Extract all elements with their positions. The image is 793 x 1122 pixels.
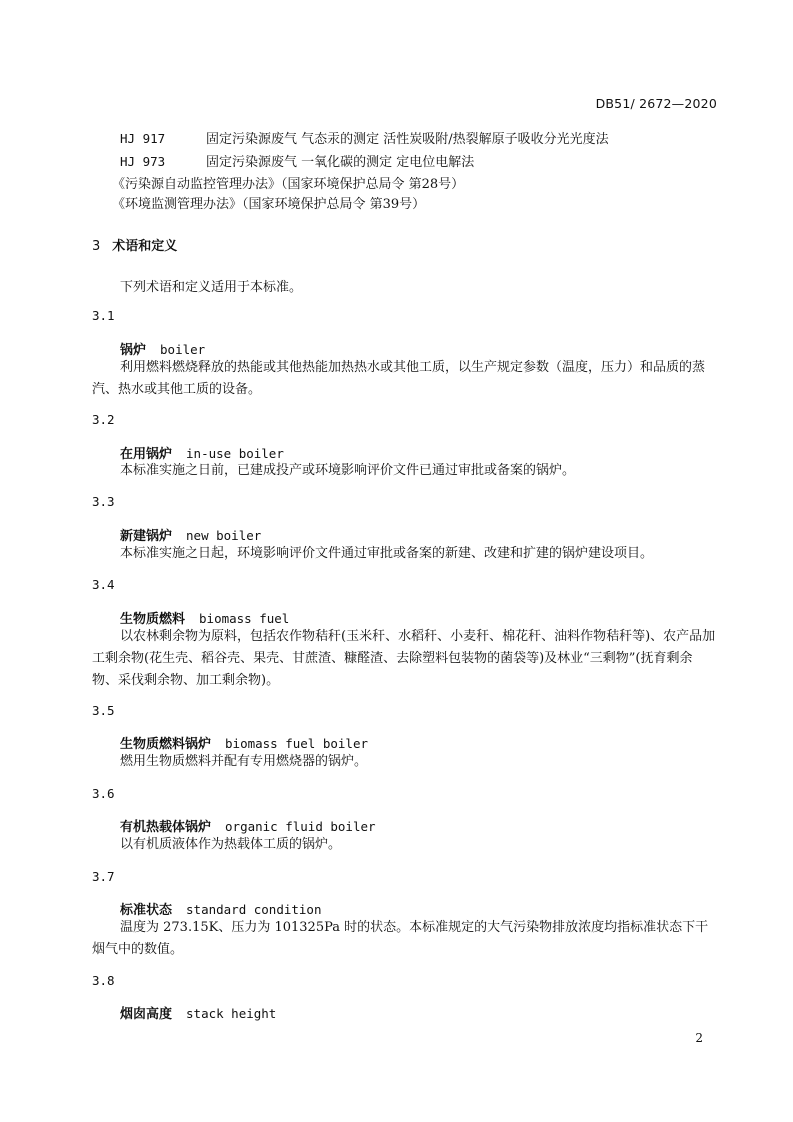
reference-title: 《环境监测管理办法》（国家环境保护总局令 第39号） xyxy=(112,197,426,212)
term-definition: 以农林剩余物为原料，包括农作物秸秆(玉米秆、水稻秆、小麦秆、棉花秆、油料作物秸秆等)、农产品加工剩余物(花生壳、稻谷壳、果壳、甘蔗渣、糠醛渣、去除塑料包装物的菌袋等)及林业“三剩物”(抚育剩余物、采伐剩余物、加工剩余物)。 xyxy=(92,629,716,688)
term-definition: 本标准实施之日起，环境影响评价文件通过审批或备案的新建、改建和扩建的锅炉建设项目。 xyxy=(120,546,654,561)
term-definition: 温度为 273.15K、压力为 101325Pa 时的状态。本标准规定的大气污染物排放浓度均指标准状态下干烟气中的数值。 xyxy=(92,920,709,957)
term-definition: 燃用生物质燃料并配有专用燃烧器的锅炉。 xyxy=(120,754,368,769)
term-en: boiler xyxy=(160,342,206,357)
term-en: new boiler xyxy=(186,528,262,543)
section-number: 3 xyxy=(92,239,101,254)
clause-number: 3.2 xyxy=(92,412,115,427)
section-heading xyxy=(92,235,177,254)
page-number: 2 xyxy=(695,1031,703,1045)
term-zh: 生物质燃料 xyxy=(120,612,186,627)
reference-title: 《污染源自动监控管理办法》（国家环境保护总局令 第28号） xyxy=(112,177,465,192)
term-heading xyxy=(120,1003,276,1022)
term-heading xyxy=(120,608,289,627)
term-zh: 在用锅炉 xyxy=(120,447,173,462)
term-zh: 有机热载体锅炉 xyxy=(120,820,212,835)
clause-number: 3.3 xyxy=(92,494,115,509)
reference-item xyxy=(112,173,464,192)
clause-number: 3.4 xyxy=(92,577,115,592)
term-zh: 锅炉 xyxy=(120,343,147,358)
term-definition: 本标准实施之日前，已建成投产或环境影响评价文件已通过审批或备案的锅炉。 xyxy=(120,463,576,478)
clause-number: 3.6 xyxy=(92,786,115,801)
term-zh: 生物质燃料锅炉 xyxy=(120,737,212,752)
term-definition: 利用燃料燃烧释放的热能或其他热能加热热水或其他工质，以生产规定参数（温度，压力）和品质的蒸汽、热水或其他工质的设备。 xyxy=(92,360,706,397)
clause-number: 3.5 xyxy=(92,703,115,718)
clause-number: 3.7 xyxy=(92,869,115,884)
term-en: biomass fuel xyxy=(199,611,290,626)
clause-number: 3.1 xyxy=(92,308,115,323)
document-code: DB51/ 2672—2020 xyxy=(595,96,717,111)
clause-number: 3.8 xyxy=(92,973,115,988)
term-heading xyxy=(120,816,376,835)
reference-title: 固定污染源废气 气态汞的测定 活性炭吸附/热裂解原子吸收分光光度法 xyxy=(206,132,609,147)
reference-code: HJ 973 xyxy=(120,154,166,169)
reference-item xyxy=(120,128,609,147)
reference-item xyxy=(120,151,474,170)
term-zh: 标准状态 xyxy=(120,903,173,918)
term-heading xyxy=(120,733,368,752)
section-intro: 下列术语和定义适用于本标准。 xyxy=(120,280,303,295)
term-zh: 新建锅炉 xyxy=(120,529,173,544)
term-heading xyxy=(120,525,261,544)
term-en: standard condition xyxy=(186,902,322,917)
term-en: organic fluid boiler xyxy=(225,819,376,834)
term-zh: 烟囱高度 xyxy=(120,1007,173,1022)
term-heading xyxy=(120,339,205,358)
term-en: biomass fuel boiler xyxy=(225,736,369,751)
section-title: 术语和定义 xyxy=(112,239,178,254)
term-en: in-use boiler xyxy=(186,446,284,461)
reference-title: 固定污染源废气 一氧化碳的测定 定电位电解法 xyxy=(206,155,475,170)
reference-code: HJ 917 xyxy=(120,131,166,146)
reference-item xyxy=(112,193,425,212)
term-heading xyxy=(120,899,321,918)
term-en: stack height xyxy=(186,1006,277,1021)
term-definition: 以有机质液体作为热载体工质的锅炉。 xyxy=(120,837,342,852)
